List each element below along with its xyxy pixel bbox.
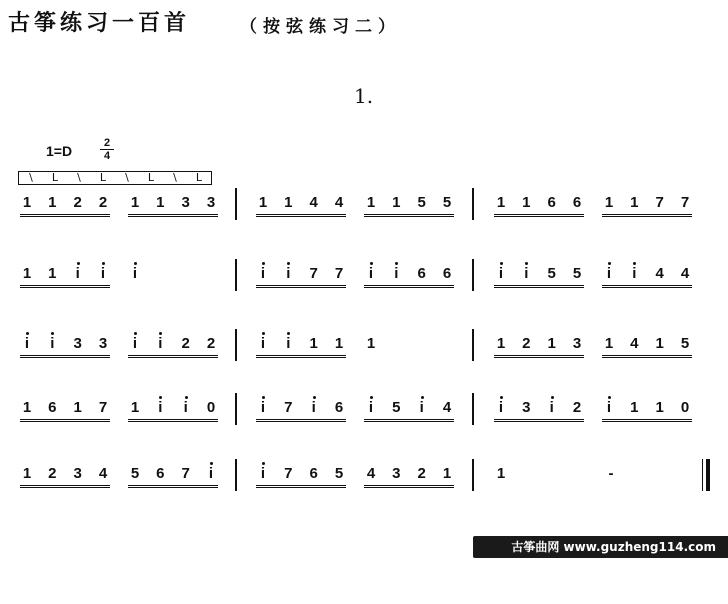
note: 2 — [181, 335, 190, 352]
note-group — [604, 194, 690, 212]
note: i — [22, 335, 32, 353]
note: 1 — [496, 194, 506, 211]
note: 1 — [496, 465, 506, 482]
note-group — [604, 335, 690, 353]
note-group — [366, 465, 452, 483]
note: i — [366, 265, 376, 283]
note-group — [604, 265, 690, 283]
note: 7 — [181, 465, 190, 482]
notation-row — [0, 335, 728, 375]
note: 6 — [334, 399, 344, 416]
note: i — [155, 335, 165, 353]
note: 1 — [22, 399, 32, 416]
note: i — [130, 335, 140, 353]
note: 7 — [284, 465, 293, 482]
note: 1 — [630, 194, 639, 211]
note: 1 — [334, 335, 344, 352]
note: 1 — [496, 335, 506, 352]
note: 4 — [655, 265, 664, 282]
page-title: 古筝练习一百首 — [8, 11, 191, 36]
note-group — [22, 335, 108, 353]
note: 5 — [392, 399, 401, 416]
note: 4 — [98, 465, 108, 482]
note: 1 — [284, 194, 293, 211]
barline — [472, 188, 474, 220]
note: i — [258, 335, 268, 353]
note: 1 — [22, 194, 32, 211]
note-group — [130, 465, 216, 483]
note: 1 — [22, 465, 32, 482]
note: 1 — [366, 194, 376, 211]
fingering-mark: \ — [29, 171, 33, 184]
note-group — [604, 399, 690, 417]
notation-row — [0, 194, 728, 234]
final-barline — [706, 459, 710, 491]
note: 5 — [547, 265, 556, 282]
note: i — [206, 465, 216, 483]
note: i — [496, 265, 506, 283]
note: i — [283, 265, 293, 283]
fingering-mark: L — [147, 171, 155, 184]
note: 1 — [655, 399, 664, 416]
note-group — [496, 265, 582, 283]
note: 3 — [181, 194, 190, 211]
note: 1 — [22, 265, 32, 282]
note: 5 — [572, 265, 582, 282]
note: i — [547, 399, 557, 417]
note: 5 — [417, 194, 426, 211]
note: i — [73, 265, 83, 283]
fingering-marks — [18, 171, 212, 185]
note: 6 — [442, 265, 452, 282]
note: 1 — [48, 194, 57, 211]
note: 2 — [417, 465, 426, 482]
barline — [472, 259, 474, 291]
note-group — [496, 335, 582, 353]
note: - — [608, 465, 614, 482]
note: i — [496, 399, 506, 417]
barline — [472, 329, 474, 361]
note: i — [98, 265, 108, 283]
note: 4 — [442, 399, 452, 416]
note: 1 — [522, 194, 531, 211]
note: i — [130, 265, 140, 283]
note-group — [496, 465, 506, 483]
note: 3 — [522, 399, 531, 416]
barline — [472, 393, 474, 425]
fingering-mark: L — [51, 171, 59, 184]
note-group — [366, 335, 376, 353]
note: 4 — [680, 265, 690, 282]
note: 2 — [73, 194, 82, 211]
note: 7 — [334, 265, 344, 282]
note-group — [366, 265, 452, 283]
fingering-mark: L — [99, 171, 107, 184]
note: 2 — [522, 335, 531, 352]
note-group — [22, 465, 108, 483]
note-group — [130, 335, 216, 353]
note-group — [130, 194, 216, 212]
note: 1 — [73, 399, 82, 416]
note: 4 — [366, 465, 376, 482]
note: 2 — [572, 399, 582, 416]
fingering-mark: \ — [77, 171, 81, 184]
note: 1 — [392, 194, 401, 211]
time-signature-top: 2 — [100, 137, 114, 150]
note: 2 — [98, 194, 108, 211]
note-group — [22, 194, 108, 212]
note-group — [366, 399, 452, 417]
note-group — [258, 465, 344, 483]
note: 6 — [48, 399, 57, 416]
note: 1 — [309, 335, 318, 352]
note-group — [606, 465, 616, 483]
note: 7 — [309, 265, 318, 282]
note: i — [366, 399, 376, 417]
barline — [235, 259, 237, 291]
note-group — [130, 399, 216, 417]
note: i — [258, 265, 268, 283]
note: 3 — [206, 194, 216, 211]
time-signature — [100, 137, 114, 162]
note: 2 — [48, 465, 57, 482]
note: i — [391, 265, 401, 283]
note: 1 — [130, 399, 140, 416]
note: i — [258, 399, 268, 417]
note: 1 — [442, 465, 452, 482]
note-group — [496, 399, 582, 417]
note: 3 — [572, 335, 582, 352]
note-group — [366, 194, 452, 212]
note: 6 — [156, 465, 165, 482]
note-group — [258, 194, 344, 212]
note: 1 — [604, 335, 614, 352]
note: 6 — [572, 194, 582, 211]
note: 7 — [655, 194, 664, 211]
note: 1 — [48, 265, 57, 282]
note: i — [258, 465, 268, 483]
note: i — [181, 399, 191, 417]
note: 1 — [655, 335, 664, 352]
note: 6 — [417, 265, 426, 282]
note: 4 — [334, 194, 344, 211]
note: i — [604, 265, 614, 283]
fingering-mark: \ — [125, 171, 129, 184]
note: 1 — [366, 335, 376, 352]
note: 7 — [680, 194, 690, 211]
note: i — [309, 399, 319, 417]
note: 3 — [98, 335, 108, 352]
note: 5 — [442, 194, 452, 211]
notation-row — [0, 465, 728, 505]
note: 7 — [284, 399, 293, 416]
note-group — [496, 194, 582, 212]
barline — [235, 393, 237, 425]
note: 5 — [130, 465, 140, 482]
note: 4 — [309, 194, 318, 211]
note: i — [283, 335, 293, 353]
final-barline-thin — [702, 459, 703, 491]
note: 6 — [309, 465, 318, 482]
note: i — [604, 399, 614, 417]
note-group — [130, 265, 140, 283]
note: 1 — [604, 194, 614, 211]
note: 7 — [98, 399, 108, 416]
barline — [235, 459, 237, 491]
time-signature-bottom: 4 — [103, 150, 111, 162]
note: 2 — [206, 335, 216, 352]
note: i — [155, 399, 165, 417]
fingering-mark: \ — [173, 171, 177, 184]
notation-row — [0, 399, 728, 439]
note: 3 — [392, 465, 401, 482]
note-group — [258, 335, 344, 353]
note-group — [22, 265, 108, 283]
note: i — [417, 399, 427, 417]
fingering-mark: L — [195, 171, 203, 184]
barline — [235, 329, 237, 361]
note: 5 — [334, 465, 344, 482]
note: 1 — [258, 194, 268, 211]
note: 0 — [206, 399, 216, 416]
note: 1 — [630, 399, 639, 416]
note: 5 — [680, 335, 690, 352]
note: 4 — [630, 335, 639, 352]
note-group — [258, 265, 344, 283]
note: i — [629, 265, 639, 283]
barline — [235, 188, 237, 220]
site-watermark: 古筝曲网 www.guzheng114.com — [473, 536, 728, 558]
note: 6 — [547, 194, 556, 211]
page-subtitle: （按弦练习二） — [240, 17, 401, 37]
note-group — [258, 399, 344, 417]
notation-row — [0, 265, 728, 305]
note: 3 — [73, 465, 82, 482]
barline — [472, 459, 474, 491]
key-signature: 1=D — [46, 143, 73, 159]
note: 3 — [73, 335, 82, 352]
exercise-number: 1. — [354, 84, 374, 108]
note: i — [521, 265, 531, 283]
note: 1 — [156, 194, 165, 211]
note-group — [22, 399, 108, 417]
note: 1 — [130, 194, 140, 211]
note: 1 — [547, 335, 556, 352]
note: 0 — [680, 399, 690, 416]
note: i — [47, 335, 57, 353]
